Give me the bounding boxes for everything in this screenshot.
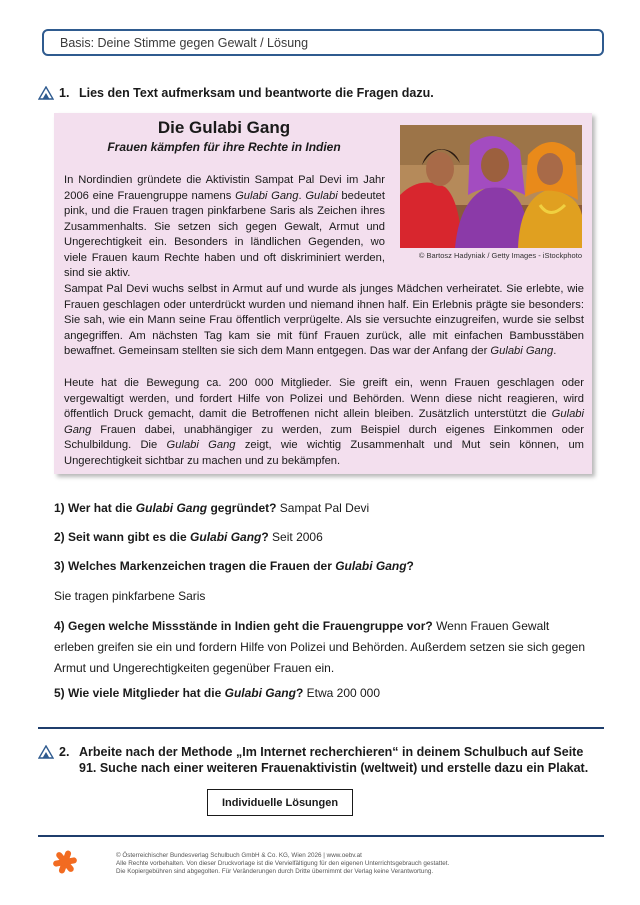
solution-box bbox=[207, 789, 353, 816]
article-paragraph-1: In Nordindien gründete die Aktivistin Sampat Pal Devi im Jahr 2006 eine Frauengruppe namens Gulabi Gang. Gulabi bedeutet pink, und die Frauen tragen pinkfarbene Saris als Zeichen ihres Zusammenhalts. Sie setzen sich gegen Gewalt, Armut und Ungerechtigkeit ein. Besonders in ländlichen Gegenden, wo viele Frauen kaum Rechte haben und oft diskriminiert werden, sind sie aktiv. bbox=[64, 174, 385, 279]
question-3: 3) Welches Markenzeichen tragen die Frauen der Gulabi Gang? bbox=[54, 559, 414, 573]
difficulty-triangle-icon bbox=[38, 86, 54, 100]
task-2-line-1: Arbeite nach der Methode „Im Internet recherchieren“ in deinem Schulbuch auf Seite bbox=[79, 745, 584, 759]
answer-1: Sampat Pal Devi bbox=[276, 501, 370, 515]
footer-line-3: Die Kopiergebühren sind abgegolten. Für Veränderungen durch Dritte übernimmt der Verlag keine Verantwortung. bbox=[116, 868, 434, 875]
question-1: 1) Wer hat die Gulabi Gang gegründet? Sampat Pal Devi bbox=[54, 501, 370, 515]
photo-three-women-icon bbox=[400, 125, 582, 248]
article-title: Die Gulabi Gang bbox=[157, 118, 291, 137]
header-box bbox=[42, 29, 604, 56]
footer-text bbox=[116, 852, 596, 876]
question-2: 2) Seit wann gibt es die Gulabi Gang? Seit 2006 bbox=[54, 530, 323, 544]
article-box bbox=[54, 113, 592, 474]
solution-label: Individuelle Lösungen bbox=[221, 796, 339, 809]
answer-3: Sie tragen pinkfarbene Saris bbox=[54, 589, 206, 603]
header-title: Basis: Deine Stimme gegen Gewalt / Lösung bbox=[60, 35, 309, 50]
footer-line-2: Alle Rechte vorbehalten. Von dieser Druckvorlage ist die Vervielfältigung für den eigenen Unterrichtsgebrauch gestattet. bbox=[116, 860, 450, 867]
task-2-number: 2. bbox=[59, 745, 70, 759]
task-1-instruction: Lies den Text aufmerksam und beantworte die Fragen dazu. bbox=[79, 86, 434, 100]
photo-credit: © Bartosz Hadyniak / Getty Images - iStockphoto bbox=[418, 251, 582, 260]
question-4: 4) Gegen welche Missstände in Indien geht die Frauengruppe vor? Wenn Frauen Gewalt erleben greifen sie ein und fordern Hilfe von Polizei und Behörden. Außerdem setzen sie sich gegen Armut und Ungerechtigkeiten gegenüber Frauen ein. bbox=[54, 619, 585, 675]
article-paragraph-2: Sampat Pal Devi wuchs selbst in Armut auf und wurde als junges Mädchen verheiratet. Sie erlebte, wie Frauen geschlagen oder unterdrückt wurden und niemand ihnen half. Ein Erlebnis prägte sie besonders: Sie sah, wie ein Mann seine Frau öffentlich verprügelte. Als sie versuchte einzugreifen, wurde sie selbst angegriffen. Am nächsten Tag kam sie mit fünf Frauen zurück, alle mit einfachen Bambusstäben bewaffnet. Gemeinsam stellten sie sich dem Mann entgegen. Das war der Anfang der Gulabi Gang. bbox=[64, 283, 584, 357]
footer-line-1: © Österreichischer Bundesverlag Schulbuch GmbH & Co. KG, Wien 2026 | www.oebv.at bbox=[116, 852, 362, 859]
article-subtitle: Frauen kämpfen für ihre Rechte in Indien bbox=[107, 140, 341, 154]
answer-5: Etwa 200 000 bbox=[303, 686, 381, 700]
difficulty-triangle-icon bbox=[38, 745, 54, 759]
article-paragraph-3: Heute hat die Bewegung ca. 200 000 Mitglieder. Sie greift ein, wenn Frauen geschlagen oder vergewaltigt werden, und fordert Hilfe von Polizei und Behörden. Wenn diese nicht reagieren, wird öffentlich Druck gemacht, damit die Betroffenen nicht allein bleiben. Zusätzlich unterstützt die Gulabi Gang Frauen dabei, unabhängiger zu werden, zum Beispiel durch eigenes Einkommen oder Schulbildung. Die Gulabi Gang zeigt, wie wichtig Zusammenhalt und Mut sein können, um Ungerechtigkeit sichtbar zu machen und zu bekämpfen. bbox=[64, 377, 584, 467]
task-2-line-2: 91. Suche nach einer weiteren Frauenaktivistin (weltweit) und erstelle dazu ein Plakat. bbox=[79, 761, 589, 775]
answer-4: Wenn Frauen Gewalt erleben greifen sie ein und fordern Hilfe von Polizei und Behörden. Außerdem setzen sie sich gegen Armut und Ungerechtigkeiten gegenüber Frauen ein. bbox=[54, 619, 585, 675]
question-5: 5) Wie viele Mitglieder hat die Gulabi Gang? Etwa 200 000 bbox=[54, 686, 381, 700]
task-2-heading bbox=[38, 744, 588, 776]
footer-divider bbox=[38, 835, 604, 837]
answer-2: Seit 2006 bbox=[268, 530, 323, 544]
task-1-heading bbox=[38, 85, 434, 101]
task-1-number: 1. bbox=[59, 86, 70, 100]
section-divider bbox=[38, 727, 604, 729]
publisher-logo-icon bbox=[52, 849, 78, 875]
article-photo bbox=[400, 125, 582, 248]
